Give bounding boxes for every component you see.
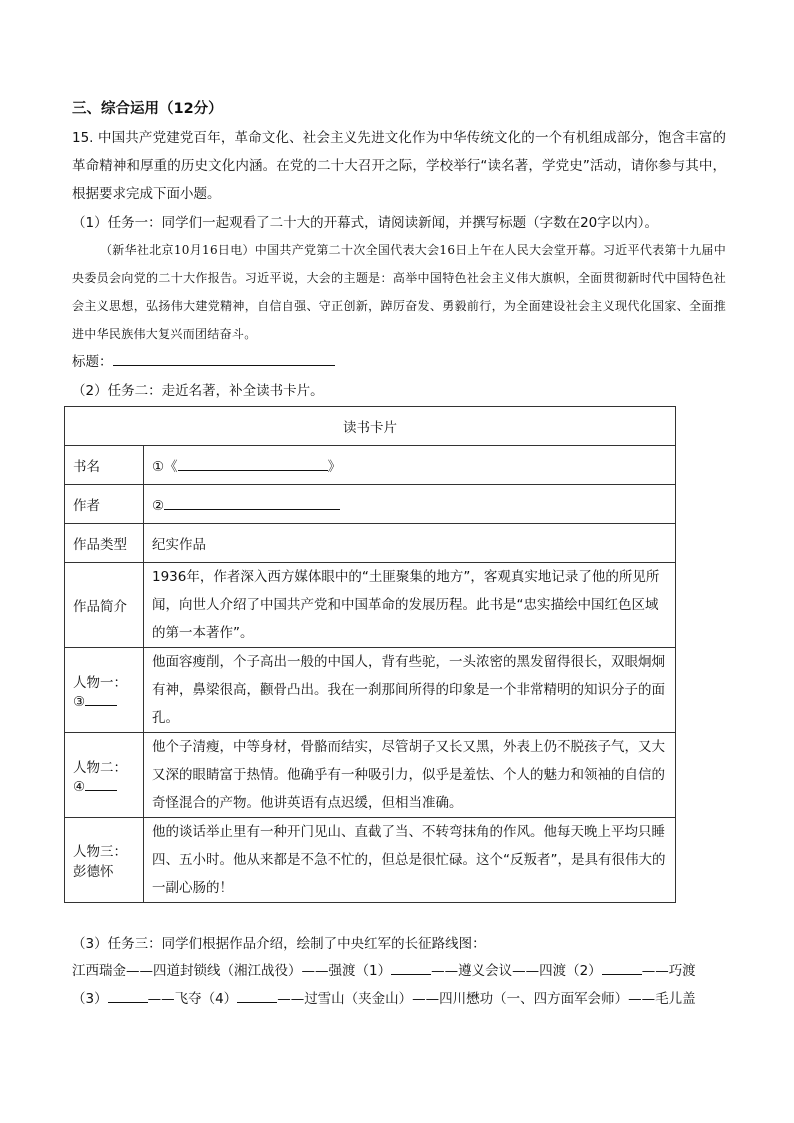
card-label-type: 作品类型 [65,524,144,563]
task1-prompt: （1）任务一：同学们一起观看了二十大的开幕式，请阅读新闻，并撰写标题（字数在20字以内）。 [72,215,659,231]
title-answer-line [72,348,726,376]
card-value-person2: 他个子清瘦，中等身材，骨骼而结实，尽管胡子又长又黑，外表上仍不脱孩子气，又大又深的眼睛富于热情。他确乎有一种吸引力，似乎是羞怯、个人的魅力和领袖的自信的奇怪混合的产物。他讲英语有点迟缓，但相当准确。 [144,733,676,818]
card-value-person1: 他面容瘦削，个子高出一般的中国人，背有些驼，一头浓密的黑发留得很长，双眼炯炯有神，鼻梁很高，颧骨凸出。我在一刹那间所得的印象是一个非常精明的知识分子的面孔。 [144,648,676,733]
exam-page [72,96,726,1013]
question-number: 15. [72,130,94,146]
section-title: 三、综合运用（12分） [72,101,223,117]
reading-card-table [64,406,676,903]
card-label-person2 [65,733,144,818]
route-blank-4[interactable] [237,988,277,1003]
route-blank-2[interactable] [602,960,642,975]
news-text: （新华社北京10月16日电）中国共产党第二十次全国代表大会16日上午在人民大会堂开幕。习近平代表第十九届中央委员会向党的二十大作报告。习近平说，大会的主题是：高举中国特色社会主义伟大旗帜，全面贯彻新时代中国特色社会主义思想，弘扬伟大建党精神，自信自强、守正创新，踔厉奋发、勇毅前行，为全面建设社会主义现代化国家、全面推进中华民族伟大复兴而团结奋斗。 [72,243,726,341]
person2-label: 人物二： [73,759,127,776]
card-header: 读书卡片 [65,407,676,446]
card-label-person1 [65,648,144,733]
person1-blank[interactable] [85,691,117,706]
card-value-book [144,446,676,485]
card-value-person3: 他的谈话举止里有一种开门见山、直截了当、不转弯抹角的作风。他每天晚上平均只睡四、五小时。他从来都是不急不忙的，但总是很忙碌。这个“反叛者”，是具有很伟大的一副心肠的！ [144,818,676,903]
person1-label: 人物一： [73,674,127,691]
card-value-author [144,485,676,524]
book-prefix: ①《 [152,459,178,475]
card-label-book: 书名 [65,446,144,485]
person2-blank[interactable] [85,776,117,791]
card-label-person3 [65,818,144,903]
long-march-route: 江西瑞金——四道封锁线（湘江战役）——强渡（1） ——遵义会议——四渡（2） ——巧渡 （3） ——飞夺（4） ——过雪山（夹金山）——四川懋功（一、四方面军会师）——毛儿盖 [72,957,726,1013]
card-label-summary: 作品简介 [65,563,144,648]
person3-name: 彭德怀 [73,864,114,880]
task3-prompt: （3）任务三：同学们根据作品介绍，绘制了中央红军的长征路线图： [72,936,486,952]
question-intro-text: 中国共产党建党百年，革命文化、社会主义先进文化作为中华传统文化的一个有机组成部分，饱含丰富的革命精神和厚重的历史文化内涵。在党的二十大召开之际，学校举行“读名著，学党史”活动，请你参与其中，根据要求完成下面小题。 [72,130,726,202]
person3-label: 人物三： [73,844,127,860]
card-value-type: 纪实作品 [144,524,676,563]
person1-answer-line: ③ [73,691,135,710]
task2-prompt: （2）任务二：走近名著，补全读书卡片。 [72,383,324,399]
book-title-blank[interactable] [178,456,328,471]
title-label: 标题： [72,354,113,370]
card-label-author: 作者 [65,485,144,524]
title-answer-blank[interactable] [113,351,335,366]
author-blank[interactable] [164,495,340,510]
question-intro [72,124,726,208]
card-value-summary: 1936年，作者深入西方媒体眼中的“土匪聚集的地方”，客观真实地记录了他的所见所闻，向世人介绍了中国共产党和中国革命的发展历程。此书是“忠实描绘中国红色区域的第一本著作”。 [144,563,676,648]
route-blank-1[interactable] [391,960,431,975]
person2-answer-line: ④ [73,776,135,795]
route-blank-3[interactable] [108,988,148,1003]
author-prefix: ② [152,497,165,514]
book-suffix: 》 [327,459,342,475]
task3 [72,931,726,1013]
